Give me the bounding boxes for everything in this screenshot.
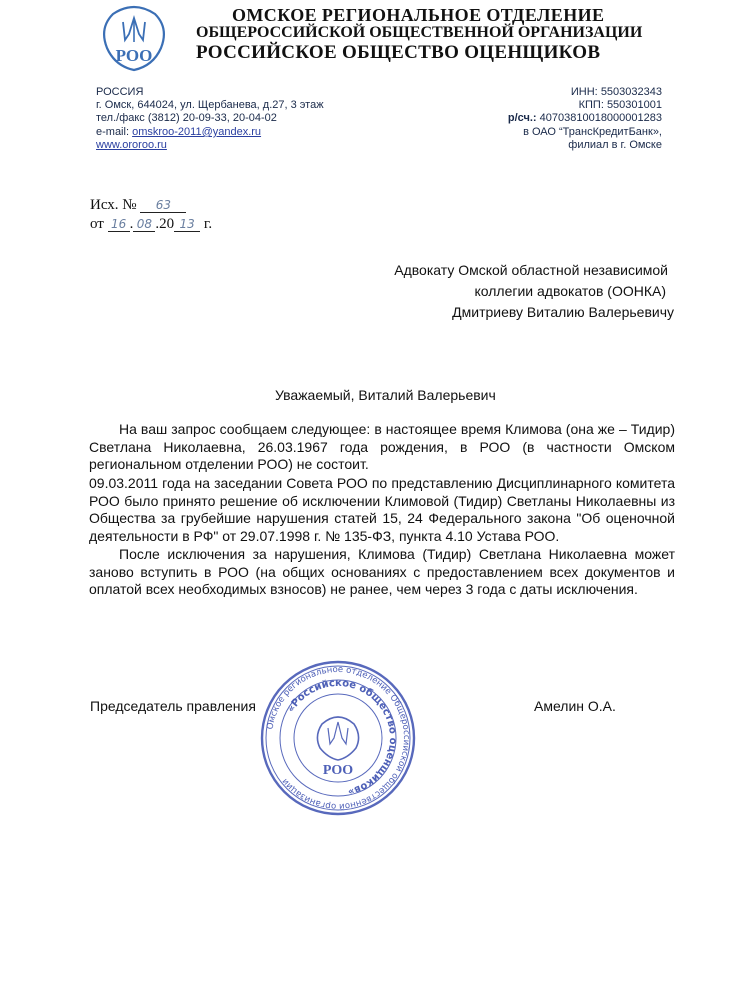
account-label: р/сч.: <box>507 112 537 124</box>
outgoing-year-unit: г. <box>203 216 213 232</box>
outgoing-date-label: от <box>90 216 104 232</box>
address: г. Омск, 644024, ул. Щербанева, д.27, 3 этаж <box>96 99 324 111</box>
account-row <box>508 112 662 125</box>
kpp-row <box>579 99 662 112</box>
account-value: 40703810018000001283 <box>539 112 662 124</box>
signatory-title: Председатель правления <box>90 698 256 714</box>
kpp-label: КПП: <box>578 99 604 111</box>
org-logo <box>95 4 173 76</box>
inn-value: 5503032343 <box>600 86 662 98</box>
outgoing-number <box>90 197 186 214</box>
outgoing-year-prefix: 20 <box>159 216 175 232</box>
addressee-line3: Дмитриеву Виталию Валерьевичу <box>452 304 674 320</box>
official-stamp <box>258 658 418 818</box>
outgoing-date: от 16 . 08 .20 13 г. <box>90 216 213 232</box>
bank-branch: филиал в г. Омске <box>568 139 662 151</box>
org-name-line2: ОБЩЕРОССИЙСКОЙ ОБЩЕСТВЕННОЙ ОРГАНИЗАЦИИ <box>196 24 643 41</box>
email-row <box>96 126 261 139</box>
outgoing-number-label: Исх. № <box>90 197 137 213</box>
phone-row <box>96 112 277 125</box>
inn-row <box>571 86 662 99</box>
email-link[interactable]: omskroo-2011@yandex.ru <box>132 126 262 138</box>
outgoing-year-suffix: 13 <box>174 217 200 232</box>
stamp-outer-text: Омское региональное отделение Общероссийской общественной организации <box>265 664 412 812</box>
stamp-emblem <box>317 717 358 760</box>
outgoing-month: 08 <box>133 217 155 232</box>
body-paragraph-2: 09.03.2011 года на заседании Совета РОО по представлению Дисциплинарного комитета РОО было принято решение об исключении Климовой (Тидир) Светланы Николаевны из Общества за грубейшие нарушения статей 15, 24 Федерального закона "Об оценочной деятельности в РФ" от 29.07.1998 г. № 135-ФЗ, пункта 4.10 Устава РОО. <box>89 475 675 544</box>
country: РОССИЯ <box>96 86 144 98</box>
inn-label: ИНН: <box>570 86 598 98</box>
kpp-value: 550301001 <box>606 99 662 111</box>
org-name-line3: РОССИЙСКОЕ ОБЩЕСТВО ОЦЕНЩИКОВ <box>196 42 601 63</box>
org-name-line1: ОМСКОЕ РЕГИОНАЛЬНОЕ ОТДЕЛЕНИЕ <box>232 5 605 25</box>
bank-name: в ОАО “ТрансКредитБанк», <box>523 126 662 138</box>
addressee-line2: коллегии адвокатов (ООНКА) <box>474 283 666 299</box>
signatory-name: Амелин О.А. <box>534 698 616 714</box>
salutation: Уважаемый, Виталий Валерьевич <box>275 387 496 403</box>
stamp-center-text: РОО <box>322 763 354 778</box>
phone-label: тел./факс <box>96 112 145 124</box>
body-paragraph-3: После исключения за нарушения, Климова (Тидир) Светлана Николаевна может заново вступить в РОО (на общих основаниях с предоставлением всех документов и оплатой всех необходимых взносов) не ранее, чем через 3 года с даты исключения. <box>89 546 675 597</box>
stamp-inner-text: «Российское общество оценщиков» <box>285 677 399 798</box>
outgoing-number-value: 63 <box>140 198 186 213</box>
email-label: e-mail: <box>96 126 130 138</box>
phone-value: (3812) 20-09-33, 20-04-02 <box>147 112 277 124</box>
website-link[interactable]: www.ororoo.ru <box>96 139 167 151</box>
outgoing-day: 16 <box>108 217 130 232</box>
logo-text: РОО <box>115 46 153 65</box>
body-paragraph-1: На ваш запрос сообщаем следующее: в настоящее время Климова (она же – Тидир) Светлана Николаевна, 26.03.1967 года рождения, в РОО (в частности Омском региональном отделении РОО) не состоит. <box>89 421 675 472</box>
addressee-line1: Адвокату Омской областной независимой <box>394 262 668 278</box>
